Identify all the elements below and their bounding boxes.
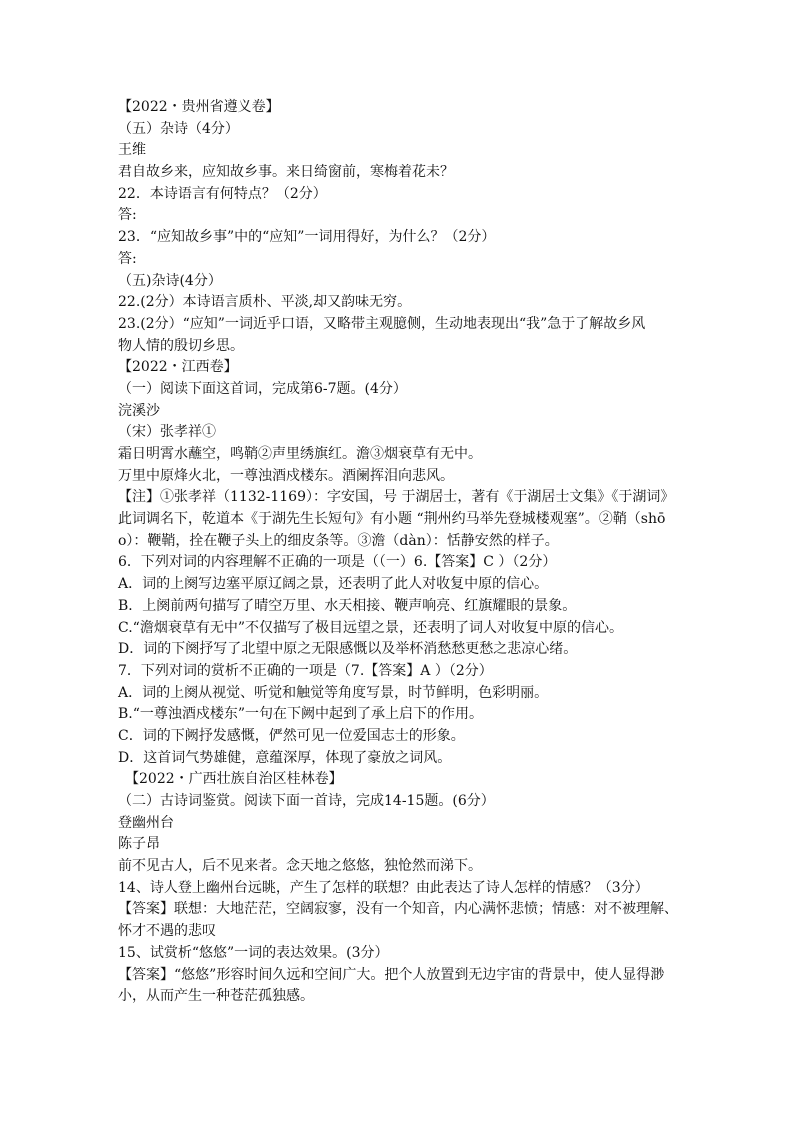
poem-text: 霜日明霄水蘸空，鸣鞘②声里绣旗红。澹③烟衰草有无中。 bbox=[118, 446, 482, 462]
question-23: 23．“应知故乡事”中的“应知”一词用得好，为什么？（2分） bbox=[118, 229, 496, 246]
document-page bbox=[118, 97, 688, 1008]
option-a: A．词的上阕从视觉、听觉和触觉等角度写景，时节鲜明，色彩明丽。 bbox=[118, 684, 549, 701]
answer-23: 23.(2分）“应知”一词近乎口语，又略带主观臆侧，生动地表现出“我”急于了解故乡风 bbox=[118, 315, 646, 332]
section-heading-jiangxi: 【2022・江西卷】 bbox=[118, 359, 238, 376]
poem-notes: 【注】①张孝祥（1132-1169）：字安国，号 于湖居士，著有《于湖居士文集》《于湖词》 bbox=[118, 489, 675, 506]
poem-notes-continued: o）：鞭鞘，拴在鞭子头上的细皮条等。③澹（dàn）：恬静安然的样子。 bbox=[118, 532, 559, 549]
poem-text: 前不见古人，后不见来者。念天地之悠悠，独怆然而涕下。 bbox=[118, 858, 482, 875]
question-6: 6．下列对词的内容理解不正确的一项是（（一）6.【答案】C ）（2分） bbox=[118, 554, 557, 571]
answer-22: 22.(2分）本诗语言质朴、平淡,却又韵味无穷。 bbox=[118, 294, 412, 311]
option-a: A．词的上阕写边塞平原辽阔之景，还表明了此人对收复中原的信心。 bbox=[118, 576, 549, 593]
reading-instruction: （二）古诗词鉴赏。阅读下面一首诗，完成14-15题。(6分） bbox=[118, 793, 495, 809]
section-heading-guangxi: 【2022・广西壮族自治区桂林卷】 bbox=[125, 771, 343, 788]
answer-15-continued: 小，从而产生一种苍茫孤独感。 bbox=[118, 988, 314, 1005]
question-15: 15、试赏析“悠悠”一词的表达效果。(3分） bbox=[118, 944, 389, 961]
answer-section-title: （五)杂诗(4分） bbox=[118, 272, 222, 289]
poem-text: 君自故乡来，应知故乡事。来日绮窗前，寒梅着花未？ bbox=[118, 164, 454, 181]
option-d: D．这首词气势雄健，意蕴深厚，体现了豪放之词风。 bbox=[118, 749, 452, 766]
option-b: B.“一尊浊酒戍楼东”一句在下阙中起到了承上启下的作用。 bbox=[118, 706, 484, 723]
option-b: B．上阕前两句描写了晴空万里、水天相接、鞭声响亮、红旗耀眼的景象。 bbox=[118, 597, 577, 614]
poem-section-title: （五）杂诗（4分） bbox=[118, 120, 239, 137]
answer-14-continued: 怀才不遇的悲叹 bbox=[118, 923, 216, 940]
answer-23-continued: 物人情的殷切乡思。 bbox=[118, 337, 244, 354]
answer-14: 【答案】联想：大地茫茫，空阔寂寥，没有一个知音，内心满怀悲愤；情感：对不被理解、 bbox=[118, 901, 678, 918]
option-c: C.“澹烟衰草有无中”不仅描写了极目远望之景，还表明了词人对收复中原的信心。 bbox=[118, 619, 623, 636]
poem-title: 浣溪沙 bbox=[118, 402, 160, 419]
reading-instruction: （一）阅读下面这首词，完成第6-7题。(4分） bbox=[118, 380, 407, 397]
question-7: 7．下列对词的赏析不正确的一项是（7.【答案】A ）（2分） bbox=[118, 662, 493, 679]
poem-author: 王维 bbox=[118, 142, 146, 159]
poem-author: （宋）张孝祥① bbox=[118, 424, 216, 441]
poem-text: 万里中原烽火北，一尊浊酒戍楼东。酒阑挥泪向悲风。 bbox=[118, 467, 454, 484]
poem-author: 陈子昂 bbox=[118, 836, 160, 853]
option-c: C．词的下阙抒发感慨，俨然可见一位爱国志士的形象。 bbox=[118, 727, 465, 744]
poem-title: 登幽州台 bbox=[118, 814, 174, 831]
question-22: 22．本诗语言有何特点？（2分） bbox=[118, 185, 327, 202]
poem-notes-continued: 此词调名下，乾道本《于湖先生长短句》有小题 “荆州约马举先登城楼观塞”。②鞘（shō bbox=[118, 511, 666, 528]
answer-15: 【答案】“悠悠”形容时间久远和空间广大。把个人放置到无边宇宙的背景中，使人显得渺 bbox=[118, 966, 665, 983]
question-14: 14、诗人登上幽州台远眺，产生了怎样的联想？由此表达了诗人怎样的情感？（3分） bbox=[118, 879, 649, 896]
section-heading-guizhou: 【2022・贵州省遵义卷】 bbox=[118, 99, 280, 115]
answer-label: 答: bbox=[118, 250, 137, 267]
option-d: D．词的下阕抒写了北望中原之无限感慨以及举杯消愁愁更愁之悲凉心绪。 bbox=[118, 641, 578, 658]
answer-label: 答: bbox=[118, 207, 137, 224]
